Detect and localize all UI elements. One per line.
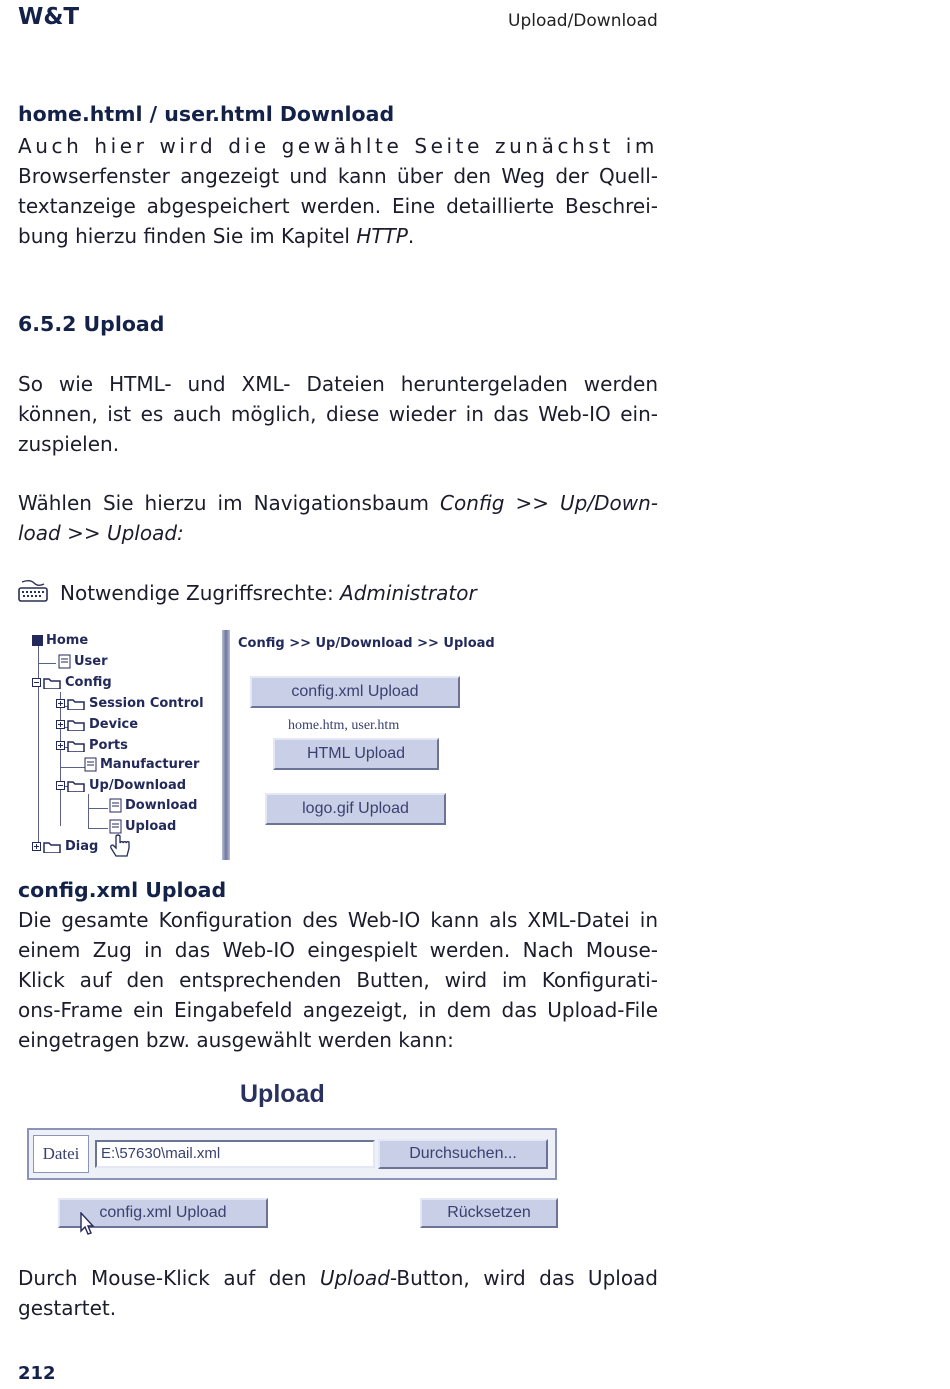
submit-config-xml-upload-button[interactable]: config.xml Upload xyxy=(58,1198,268,1228)
text-line: können, ist es auch möglich, diese wieder in das Web-IO ein- xyxy=(18,402,658,426)
running-header: Upload/Download xyxy=(508,11,658,31)
text-line: So wie HTML- und XML- Dateien heruntergeladen werden xyxy=(18,372,658,396)
chapter-reference: HTTP xyxy=(356,224,408,248)
upload-form-title: Upload xyxy=(240,1080,325,1108)
text-line: textanzeige abgespeichert werden. Eine detaillierte Beschrei- xyxy=(18,194,658,218)
folder-icon xyxy=(56,697,86,710)
paragraph-navigation xyxy=(18,488,658,548)
tree-item-user[interactable]: User xyxy=(58,654,108,669)
text-line: eingetragen bzw. ausgewählt werden kann: xyxy=(18,1028,454,1052)
text-line: ons-Frame ein Eingabefeld angezeigt, in dem das Upload-File xyxy=(18,998,658,1022)
access-rights-note: Notwendige Zugriffsrechte: Administrator xyxy=(60,581,477,605)
config-xml-upload-button[interactable]: config.xml Upload xyxy=(250,676,460,708)
access-level: Administrator xyxy=(340,581,477,605)
folder-icon xyxy=(32,676,62,689)
paragraph-start-upload xyxy=(18,1263,658,1323)
page-number: 212 xyxy=(18,1363,56,1384)
file-label: Datei xyxy=(33,1135,89,1173)
text-line: Durch Mouse-Klick auf den Upload-Button, wird das Upload xyxy=(18,1266,659,1290)
tree-item-manufacturer[interactable]: Manufacturer xyxy=(84,757,199,772)
keyboard-icon xyxy=(18,579,48,607)
text-line: einem Zug in das Web-IO eingespielt werden. Nach Mouse- xyxy=(18,938,658,962)
text-line: Auch hier wird die gewählte Seite zunächst im xyxy=(18,134,658,158)
text-line: Die gesamte Konfiguration des Web-IO kann als XML-Datei in xyxy=(18,908,658,932)
reset-button[interactable]: Rücksetzen xyxy=(420,1198,558,1228)
frame-divider[interactable] xyxy=(222,630,230,860)
paragraph-upload-intro xyxy=(18,369,658,459)
file-path-input[interactable]: E:\57630\mail.xml xyxy=(95,1140,375,1168)
square-icon xyxy=(32,635,43,646)
paragraph-config-xml xyxy=(18,905,658,1055)
page-icon xyxy=(84,757,97,772)
tree-item-device[interactable]: Device xyxy=(56,717,138,732)
section-heading-upload: 6.5.2 Upload xyxy=(18,312,165,336)
text-line: Wählen Sie hierzu im Navigationsbaum Config >> Up/Down- xyxy=(18,491,659,515)
breadcrumb: Config >> Up/Download >> Upload xyxy=(238,636,495,651)
text-line: zuspielen. xyxy=(18,432,120,456)
folder-icon xyxy=(32,840,62,853)
browse-button[interactable]: Durchsuchen... xyxy=(378,1139,548,1169)
folder-icon xyxy=(56,718,86,731)
tree-item-diag[interactable]: Diag xyxy=(32,839,98,854)
logo-gif-upload-button[interactable]: logo.gif Upload xyxy=(265,793,446,825)
section-heading-download: home.html / user.html Download xyxy=(18,102,395,126)
text-line: Browserfenster angezeigt und kann über den Weg der Quell- xyxy=(18,164,658,188)
tree-item-config[interactable]: Config xyxy=(32,675,112,690)
text-line: load >> Upload: xyxy=(18,521,184,545)
tree-item-upload[interactable]: Upload xyxy=(109,819,176,834)
page-icon xyxy=(109,798,122,813)
tree-item-home[interactable]: Home xyxy=(32,633,88,648)
html-files-label: home.htm, user.htm xyxy=(288,718,400,733)
brand-logo: W&T xyxy=(18,4,80,30)
text-line: gestartet. xyxy=(18,1296,117,1320)
navigation-tree xyxy=(30,630,225,860)
mouse-cursor-icon xyxy=(80,1212,96,1236)
upload-form xyxy=(27,1128,557,1180)
tree-item-ports[interactable]: Ports xyxy=(56,738,128,753)
page-icon xyxy=(58,654,71,669)
html-upload-button[interactable]: HTML Upload xyxy=(273,738,439,770)
section-heading-config-xml-upload: config.xml Upload xyxy=(18,878,227,902)
tree-item-download[interactable]: Download xyxy=(109,798,197,813)
folder-icon xyxy=(56,739,86,752)
tree-item-session-control[interactable]: Session Control xyxy=(56,696,204,711)
folder-open-icon xyxy=(56,779,86,792)
tree-item-up-download[interactable]: Up/Download xyxy=(56,778,186,793)
paragraph-download xyxy=(18,131,658,251)
text-line: bung hierzu finden Sie im Kapitel HTTP. xyxy=(18,224,415,248)
page-icon xyxy=(109,819,122,834)
text-line: Klick auf den entsprechenden Butten, wird im Konfigurati- xyxy=(18,968,658,992)
hand-pointer-icon xyxy=(108,834,132,860)
